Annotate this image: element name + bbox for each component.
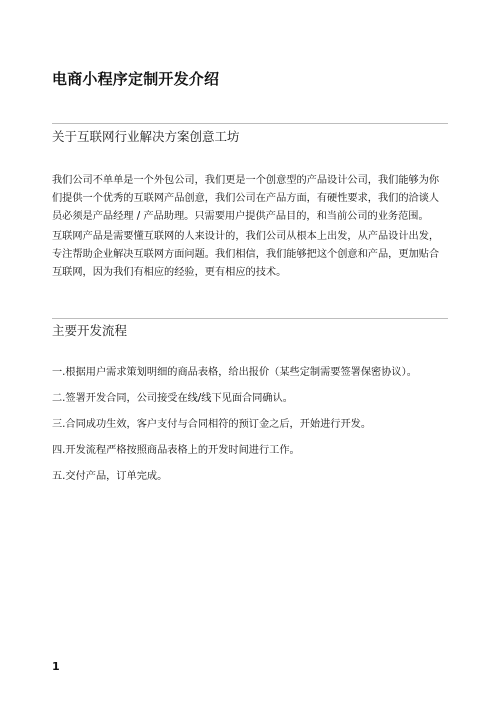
process-step: 三.合同成功生效，客户支付与合同相符的预订金之后，开始进行开发。 [52,419,372,430]
process-step: 五.交付产品，订单完成。 [52,471,168,482]
document-title: 电商小程序定制开发介绍 [52,70,220,88]
about-paragraph-2: 互联网产品是需要懂互联网的人来设计的，我们公司从根本上出发，从产品设计出发，专注帮助企业解决互联网方面问题。我们相信，我们能够把这个创意和产品，更加贴合互联网，因为我们有相应的经验，更有相应的技术。 [52,231,440,278]
process-step: 四.开发流程严格按照商品表格上的开发时间进行工作。 [52,445,300,456]
process-steps-list [52,364,448,494]
page-number: 1 [52,660,60,673]
section-heading-process: 主要开发流程 [52,323,128,338]
section-divider-1 [52,123,448,124]
process-step: 二.签署开发合同，公司接受在线/线下见面合同确认。 [52,393,293,404]
process-step: 一.根据用户需求策划明细的商品表格，给出报价（某些定制需要签署保密协议）。 [52,367,417,378]
section-divider-2 [52,318,448,319]
section-heading-about: 关于互联网行业解决方案创意工坊 [52,129,240,144]
about-paragraph-1: 我们公司不单单是一个外包公司，我们更是一个创意型的产品设计公司，我们能够为你们提供一个优秀的互联网产品创意，我们公司在产品方面，有硬性要求，我们的洽谈人员必须是产品经理 / 产品助理。只需要用户提供产品目的，和当前公司的业务范围。 [52,175,440,222]
